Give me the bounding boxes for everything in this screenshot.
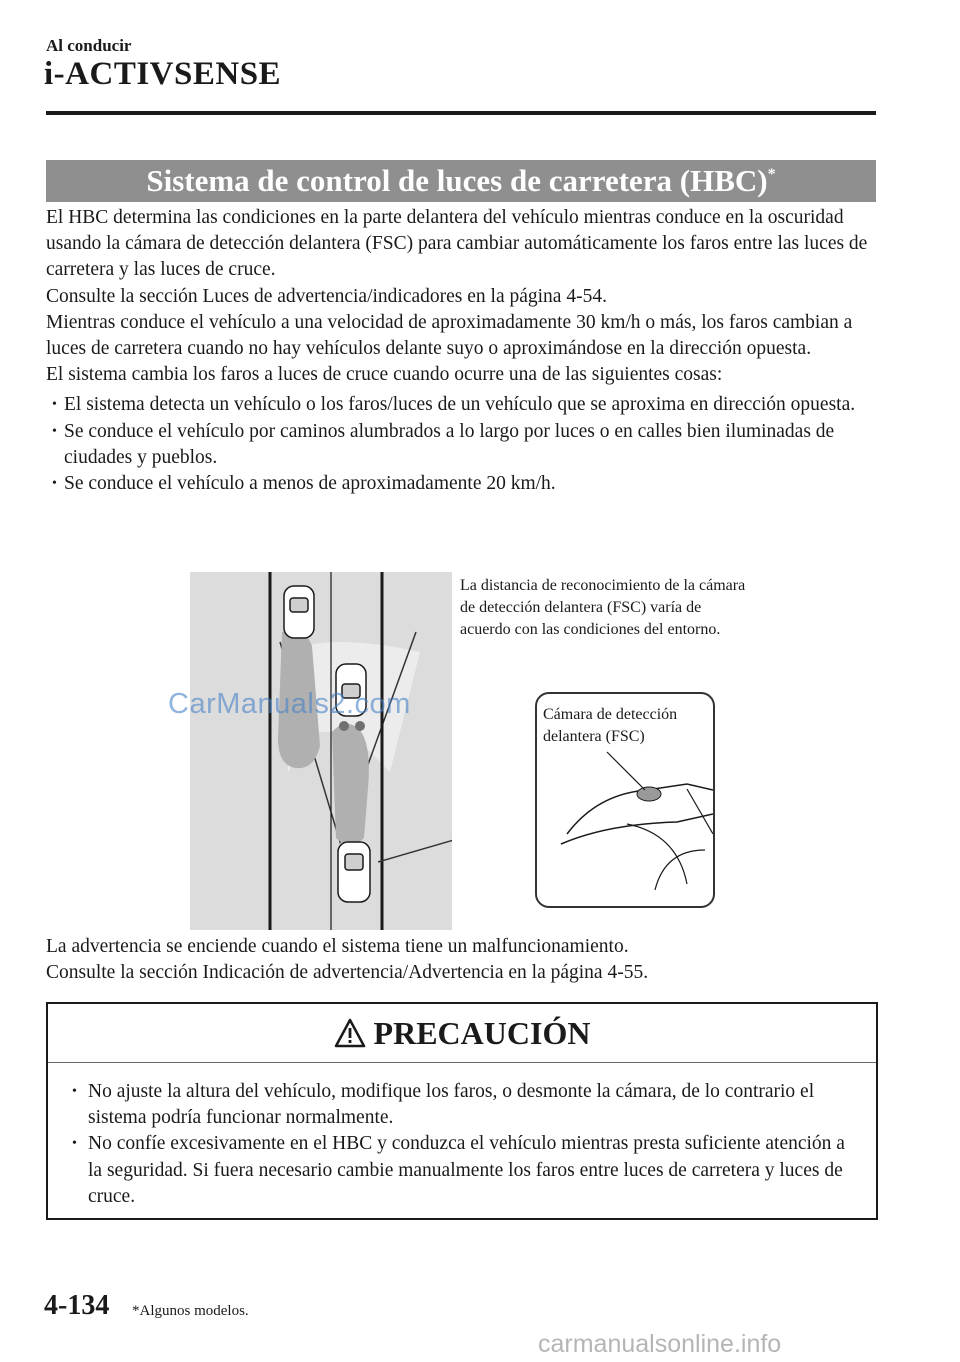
- body-paragraph-2: Consulte la sección Luces de advertencia/indicadores en la página 4-54.: [46, 285, 607, 307]
- conditions-list: [46, 392, 886, 497]
- road-illustration: [190, 572, 452, 930]
- list-item: • Se conduce el vehículo por caminos alumbrados a lo largo por luces o en calles bien iluminadas de ciudades y pueblos.: [46, 419, 886, 471]
- after-figure-text: [46, 934, 886, 986]
- warning-triangle-icon: [334, 1018, 366, 1048]
- header-rule: [46, 111, 876, 115]
- list-item: • No confíe excesivamente en el HBC y conduzca el vehículo mientras presta suficiente atención a la seguridad. Si fuera necesario cambie manualmente los faros entre luces de carretera y luces de cruce.: [68, 1131, 856, 1210]
- footnote: *Algunos modelos.: [132, 1303, 249, 1319]
- site-watermark: carmanualsonline.info: [538, 1330, 782, 1358]
- body-paragraph-1: El HBC determina las condiciones en la parte delantera del vehículo mientras conduce en la oscuridad usando la cámara de detección delantera (FSC) para cambiar automáticamente los faros entre las luces de carretera y las luces de cruce.: [46, 207, 868, 281]
- body-text: [46, 205, 886, 497]
- section-label: Al conducir: [46, 36, 132, 55]
- caution-title: PRECAUCIÓN: [373, 1014, 591, 1051]
- caution-list: [48, 1079, 876, 1210]
- car-front-illustration: [537, 694, 713, 906]
- figure-caption: La distancia de reconocimiento de la cámara de detección delantera (FSC) varía de acuerdo con las condiciones del entorno.: [460, 577, 746, 638]
- section-title-bar: [46, 160, 876, 202]
- section-title: Sistema de control de luces de carretera (HBC): [146, 163, 768, 198]
- body-paragraph-4: El sistema cambia los faros a luces de cruce cuando ocurre una de las siguientes cosas:: [46, 364, 723, 386]
- hbc-figure: [190, 572, 746, 932]
- list-item: • Se conduce el vehículo a menos de aproximadamente 20 km/h.: [46, 471, 886, 497]
- reference-paragraph: Consulte la sección Indicación de advertencia/Advertencia en la página 4-55.: [46, 962, 649, 984]
- caution-header: [48, 1004, 876, 1063]
- watermark-text: CarManuals2.com: [168, 688, 411, 720]
- page-number: 4-134: [44, 1290, 110, 1321]
- warning-paragraph: La advertencia se enciende cuando el sistema tiene un malfuncionamiento.: [46, 936, 629, 957]
- section-title-asterisk: *: [767, 166, 776, 183]
- caution-box: [46, 1002, 878, 1220]
- list-item: • El sistema detecta un vehículo o los faros/luces de un vehículo que se aproxima en dirección opuesta.: [46, 392, 886, 418]
- body-paragraph-3: Mientras conduce el vehículo a una velocidad de aproximadamente 30 km/h o más, los faros cambian a luces de carretera cuando no hay vehículos delante suyo o aproximándose en la dirección opuesta.: [46, 311, 853, 360]
- camera-label: Cámara de detección delantera (FSC): [543, 706, 678, 745]
- camera-callout: [535, 692, 715, 908]
- chapter-title: i-ACTIVSENSE: [44, 56, 282, 92]
- list-item: • No ajuste la altura del vehículo, modifique los faros, o desmonte la cámara, de lo contrario el sistema podría funcionar normalmente.: [68, 1079, 856, 1131]
